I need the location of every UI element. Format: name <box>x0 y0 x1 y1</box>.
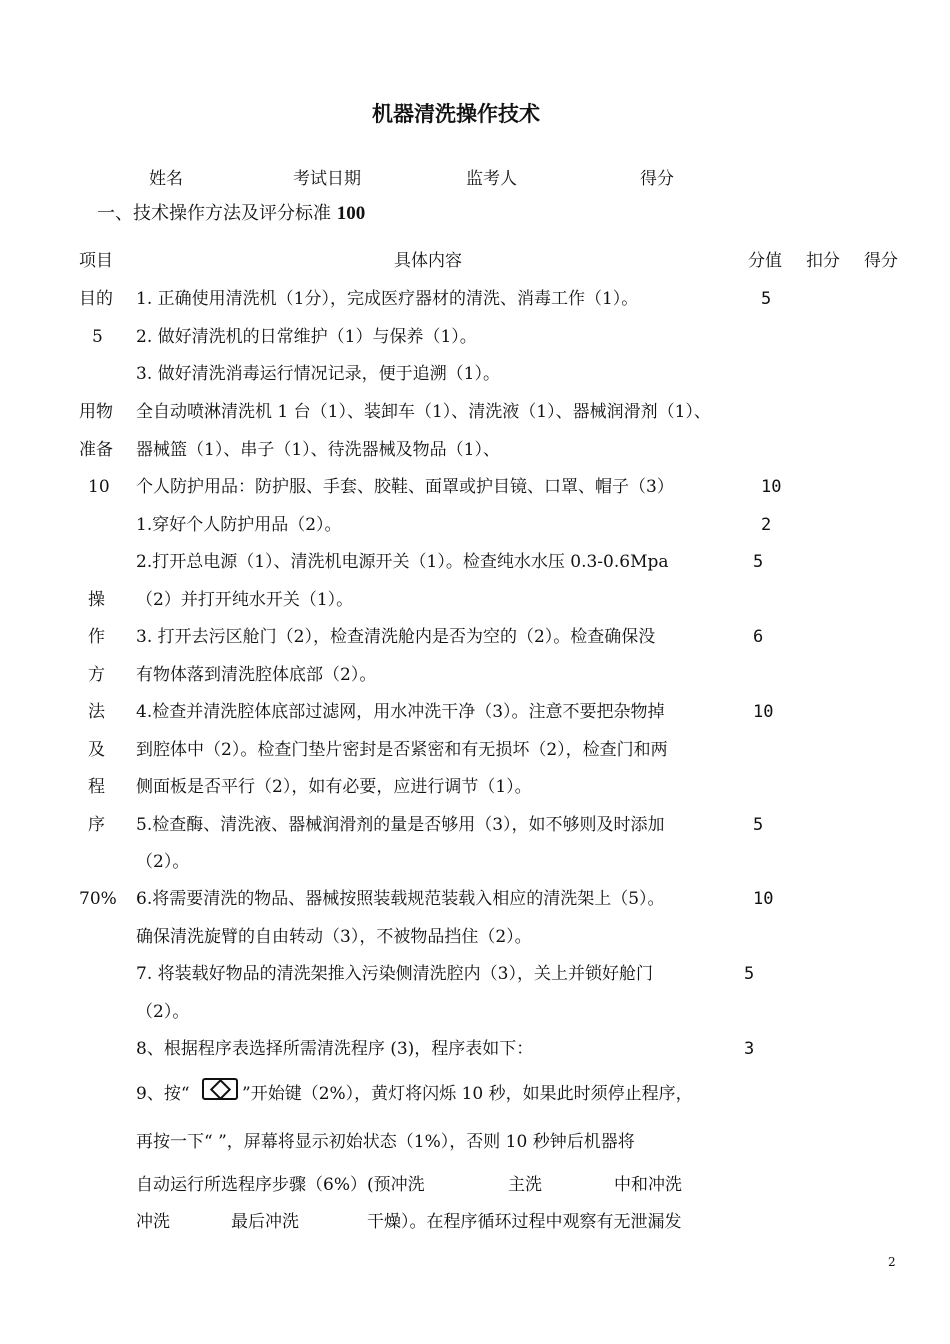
content-line: 7. 将装载好物品的清洗架推入污染侧清洗腔内（3），关上并锁好舱门 <box>136 964 653 984</box>
content-line: 5.检查酶、清洗液、器械润滑剂的量是否够用（3），如不够则及时添加 <box>136 815 665 835</box>
content-line: （2）并打开纯水开关（1）。 <box>136 590 354 610</box>
value-cell: 5 <box>761 289 772 309</box>
item-supplies: 用物 <box>79 402 113 422</box>
content-line: 自动运行所选程序步骤（6%）(预冲洗 <box>136 1175 425 1195</box>
content-line-start-key-post: ”开始键（2%），黄灯将闪烁 10 秒，如果此时须停止程序， <box>242 1084 693 1104</box>
item-purpose-points: 5 <box>92 327 103 347</box>
section-heading-text: 一、技术操作方法及评分标准 <box>97 203 331 224</box>
item-procedure-6: 程 <box>88 777 105 797</box>
program-step-neutralize: 中和冲洗 <box>614 1175 682 1195</box>
name-field-label: 姓名 <box>149 169 183 189</box>
content-line: 到腔体中（2）。检查门垫片密封是否紧密和有无损坏（2），检查门和两 <box>136 740 668 760</box>
item-supplies-2: 准备 <box>79 440 113 460</box>
content-line: 器械篮（1）、串子（1）、待洗器械及物品（1）、 <box>136 440 500 460</box>
col-header-value: 分值 <box>748 251 782 271</box>
program-step-final-rinse: 最后冲洗 <box>231 1212 299 1232</box>
content-line: 再按一下“ ”，屏幕将显示初始状态（1%），否则 10 秒钟后机器将 <box>136 1132 635 1152</box>
item-procedure-5: 及 <box>88 740 105 760</box>
value-cell: 6 <box>753 627 764 647</box>
program-step-main-wash: 主洗 <box>508 1175 542 1195</box>
value-cell: 10 <box>753 889 774 909</box>
col-header-content: 具体内容 <box>394 251 462 271</box>
item-procedure-7: 序 <box>88 815 105 835</box>
item-purpose: 目的 <box>79 289 113 309</box>
section-heading <box>97 204 365 224</box>
content-line: 2.打开总电源（1）、清洗机电源开关（1）。检查纯水水压 0.3-0.6Mpa <box>136 552 669 572</box>
content-line: 6.将需要清洗的物品、器械按照装载规范装载入相应的清洗架上（5）。 <box>136 889 665 909</box>
content-line: 1.穿好个人防护用品（2）。 <box>136 515 342 535</box>
score-label: 得分 <box>640 169 674 189</box>
item-procedure-1: 操 <box>88 590 105 610</box>
col-header-score: 得分 <box>864 251 898 271</box>
proctor-label: 监考人 <box>466 169 517 189</box>
content-line: 侧面板是否平行（2），如有必要，应进行调节（1）。 <box>136 777 532 797</box>
content-line-start-key-pre: 9、按“ <box>136 1084 190 1104</box>
program-step-rinse: 冲洗 <box>136 1212 170 1232</box>
item-supplies-points: 10 <box>88 477 110 497</box>
value-cell: 3 <box>744 1039 755 1059</box>
content-line: （2）。 <box>136 852 190 872</box>
content-line: 干燥）。在程序循环过程中观察有无泄漏发 <box>367 1212 682 1232</box>
content-line: （2）。 <box>136 1002 190 1022</box>
start-key-icon <box>202 1078 238 1100</box>
value-cell: 2 <box>761 515 772 535</box>
section-points: 100 <box>336 203 366 224</box>
item-procedure-3: 方 <box>88 665 105 685</box>
content-line: 3. 做好清洗消毒运行情况记录，便于追溯（1）。 <box>136 364 500 384</box>
item-procedure-points: 70% <box>79 889 117 909</box>
content-line: 8、根据程序表选择所需清洗程序 (3)，程序表如下： <box>136 1039 534 1059</box>
content-line: 1. 正确使用清洗机（1分），完成医疗器材的清洗、消毒工作（1）。 <box>136 289 639 309</box>
page-number: 2 <box>888 1255 896 1269</box>
value-cell: 5 <box>753 815 764 835</box>
page-title: 机器清洗操作技术 <box>372 102 540 126</box>
item-procedure-4: 法 <box>88 702 105 722</box>
value-cell: 10 <box>761 477 782 497</box>
content-line: 3. 打开去污区舱门（2），检查清洗舱内是否为空的（2）。检查确保没 <box>136 627 656 647</box>
value-cell: 10 <box>753 702 774 722</box>
content-line: 2. 做好清洗机的日常维护（1）与保养（1）。 <box>136 327 477 347</box>
value-cell: 5 <box>744 964 755 984</box>
content-line: 4.检查并清洗腔体底部过滤网，用水冲洗干净（3）。注意不要把杂物掉 <box>136 702 665 722</box>
col-header-item: 项目 <box>79 251 113 271</box>
item-procedure-2: 作 <box>88 627 105 647</box>
value-cell: 5 <box>753 552 764 572</box>
start-key-diamond <box>209 1078 230 1099</box>
content-line: 有物体落到清洗腔体底部（2）。 <box>136 665 377 685</box>
content-line: 个人防护用品：防护服、手套、胶鞋、面罩或护目镜、口罩、帽子（3） <box>136 477 674 497</box>
content-line: 确保清洗旋臂的自由转动（3），不被物品挡住（2）。 <box>136 927 532 947</box>
col-header-deduct: 扣分 <box>806 251 840 271</box>
content-line: 全自动喷淋清洗机 1 台（1）、装卸车（1）、清洗液（1）、器械润滑剂（1）、 <box>136 402 711 422</box>
exam-date-label: 考试日期 <box>293 169 361 189</box>
